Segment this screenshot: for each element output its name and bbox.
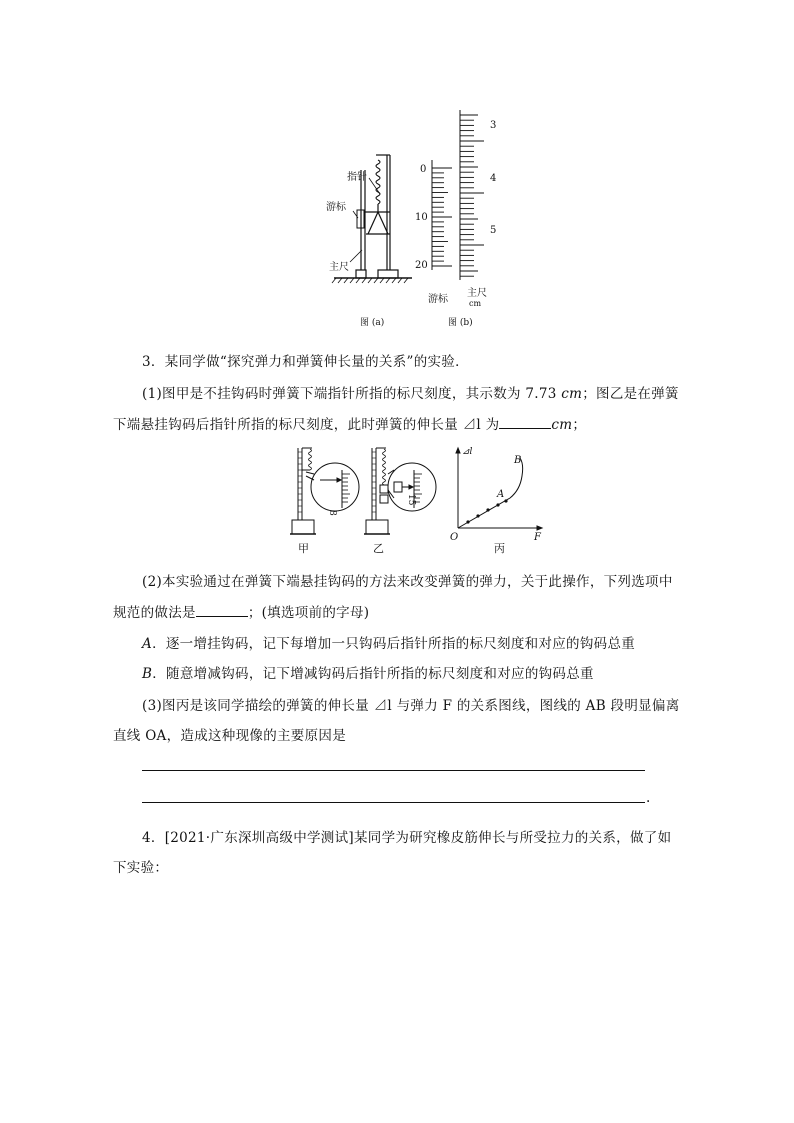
graph-y-label: ⊿l	[462, 447, 473, 457]
option-a[interactable]	[142, 634, 635, 654]
figure-jia-yi-bing	[284, 440, 544, 570]
q3-part1-tail: ；图乙是在弹簧	[582, 386, 679, 402]
vernier-tick-0: 0	[420, 164, 427, 175]
label-jia: 甲	[298, 542, 309, 555]
graph-x-label: F	[534, 532, 541, 543]
q3-part3-line1: (3)图丙是该同学描绘的弹簧的伸长量 ⊿l 与弹力 F 的关系图线，图线的 AB 段明显偏离	[142, 698, 680, 714]
q3-part1-line2-text: 下端悬挂钩码后指针所指的标尺刻度，此时弹簧的伸长量 ⊿l 为	[113, 417, 500, 433]
graph-curve-line	[458, 458, 523, 528]
q4-line2: 下实验：	[113, 860, 169, 876]
figure-vernier-apparatus	[320, 110, 520, 335]
q3-part1-line1	[142, 384, 679, 404]
graph-bing-curve	[458, 458, 523, 528]
q4-line1: 4．[2021·广东深圳高级中学测试]某同学为研究橡皮筋伸长与所受拉力的关系，做了如	[142, 830, 672, 846]
vernier-tick-10: 10	[415, 212, 428, 223]
q3-part2-head: 规范的做法是	[113, 605, 196, 621]
label-vernier: 游标	[326, 202, 346, 213]
q3-part2-line1: (2)本实验通过在弹簧下端悬挂钩码的方法来改变弹簧的弹力，关于此操作，下列选项中	[142, 574, 673, 590]
vernier-scale-diagram	[432, 110, 460, 280]
answer-line-1[interactable]	[142, 770, 645, 771]
main-scale-ticks	[460, 115, 484, 276]
label-bing: 丙	[494, 542, 505, 555]
q3-part3-line2: 直线 OA，造成这种现像的主要原因是	[113, 728, 347, 744]
main-tick-5: 5	[490, 225, 497, 236]
q3-heading: 3．某同学做“探究弹力和弹簧伸长量的关系”的实验．	[142, 354, 469, 370]
vernier-tick-20: 20	[415, 260, 428, 271]
q3-part1-line2-tail: ；	[572, 417, 587, 433]
label-yi: 乙	[373, 542, 384, 555]
main-scale-unit: cm	[469, 299, 482, 308]
main-scale-label: 主尺	[467, 288, 487, 299]
stand-yi	[364, 448, 436, 534]
graph-origin-label: O	[450, 532, 459, 543]
tick-15-label: 15	[406, 494, 416, 506]
main-tick-4: 4	[490, 173, 497, 184]
vernier-label: 游标	[428, 294, 448, 305]
q3-unit-cm-2: cm	[551, 417, 573, 433]
stand-jia	[290, 448, 359, 534]
caption-a: 图 (a)	[360, 318, 385, 328]
label-pointer: 指针	[347, 172, 367, 183]
answer-blank-2[interactable]	[196, 602, 248, 617]
vernier-ticks	[432, 168, 452, 266]
q3-unit-cm-1: cm	[561, 386, 583, 402]
graph-data-point	[496, 503, 499, 506]
q3-part1-text: (1)图甲是不挂钩码时弹簧下端指针所指的标尺刻度，其示数为 7.73	[142, 386, 562, 402]
graph-point-a-label: A	[497, 489, 505, 500]
answer-blank-1[interactable]	[499, 414, 551, 429]
answer-line-period: .	[646, 790, 651, 806]
q3-part1-line2	[113, 414, 586, 435]
graph-data-point	[504, 499, 507, 502]
tick-8-label: 8	[327, 510, 337, 516]
graph-data-point	[476, 514, 479, 517]
q3-part2-line2	[113, 602, 369, 623]
option-b[interactable]	[142, 664, 594, 684]
option-a-text: ．逐一增挂钩码，记下每增加一只钩码后指针所指的标尺刻度和对应的钩码总重	[152, 636, 636, 652]
graph-data-point	[486, 508, 489, 511]
option-b-letter: B	[142, 666, 153, 682]
option-b-text: ．随意增减钩码，记下增减钩码后指针所指的标尺刻度和对应的钩码总重	[152, 666, 594, 682]
q3-part2-tail: ；(填选项前的字母)	[247, 605, 370, 621]
caption-b: 图 (b)	[448, 318, 473, 328]
main-tick-3: 3	[490, 120, 497, 131]
option-a-letter: A	[142, 636, 153, 652]
label-main-ruler: 主尺	[329, 262, 349, 273]
answer-line-2[interactable]	[142, 802, 645, 803]
graph-data-point	[466, 520, 469, 523]
graph-point-b-label: B	[514, 455, 522, 466]
